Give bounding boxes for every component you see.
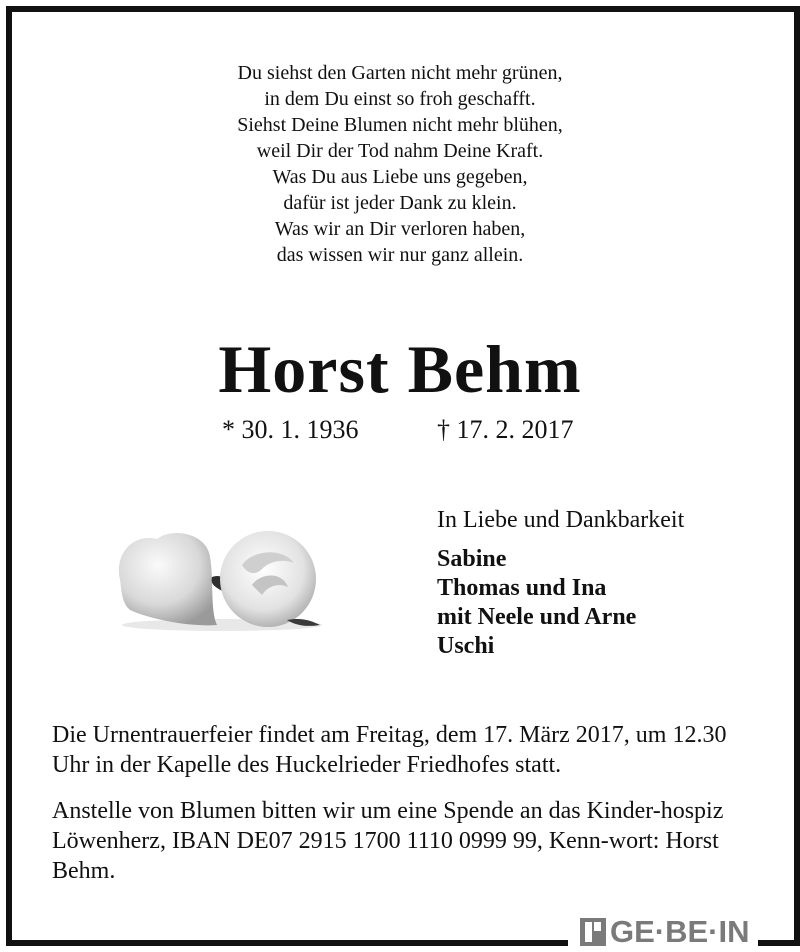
poem-line: dafür ist jeder Dank zu klein. (283, 192, 517, 214)
poem-line: das wissen wir nur ganz allein. (276, 244, 524, 266)
poem-line: Du siehst den Garten nicht mehr grünen, (237, 62, 563, 84)
donation-notice: Anstelle von Blumen bitten wir um eine Spende an das Kinder-hospiz Löwenherz, IBAN DE07 2915 1700 1110 0999 99, Kenn-wort: Horst Behm. (52, 798, 724, 884)
publisher-logo-text: GE·BE·IN (610, 914, 750, 949)
publisher-logo (568, 912, 758, 952)
deceased-name: Horst Behm (218, 331, 582, 407)
poem-line: Was Du aus Liebe uns gegeben, (272, 166, 528, 188)
poem-line: Was wir an Dir verloren haben, (274, 218, 526, 240)
heart-and-rose-illustration (112, 525, 328, 635)
poem (0, 60, 800, 268)
death-date: † 17. 2. 2017 (437, 415, 574, 444)
publisher-mark-icon (580, 918, 606, 946)
poem-line: Siehst Deine Blumen nicht mehr blühen, (237, 114, 563, 136)
mourner-name: mit Neele und Arne (437, 604, 637, 630)
heart-shape (119, 533, 217, 625)
mourner-name: Sabine (437, 546, 507, 572)
mourner-name: Uschi (437, 633, 495, 659)
funeral-notice: Die Urnentrauerfeier findet am Freitag, dem 17. März 2017, um 12.30 Uhr in der Kapelle des Huckelrieder Friedhofes statt. (52, 722, 727, 778)
poem-line: weil Dir der Tod nahm Deine Kraft. (256, 140, 544, 162)
mourners-list (437, 545, 636, 661)
poem-line: in dem Du einst so froh geschafft. (264, 88, 536, 110)
mourner-name: Thomas und Ina (437, 575, 607, 601)
mourners-intro: In Liebe und Dankbarkeit (437, 507, 685, 533)
birth-date: * 30. 1. 1936 (222, 415, 359, 444)
